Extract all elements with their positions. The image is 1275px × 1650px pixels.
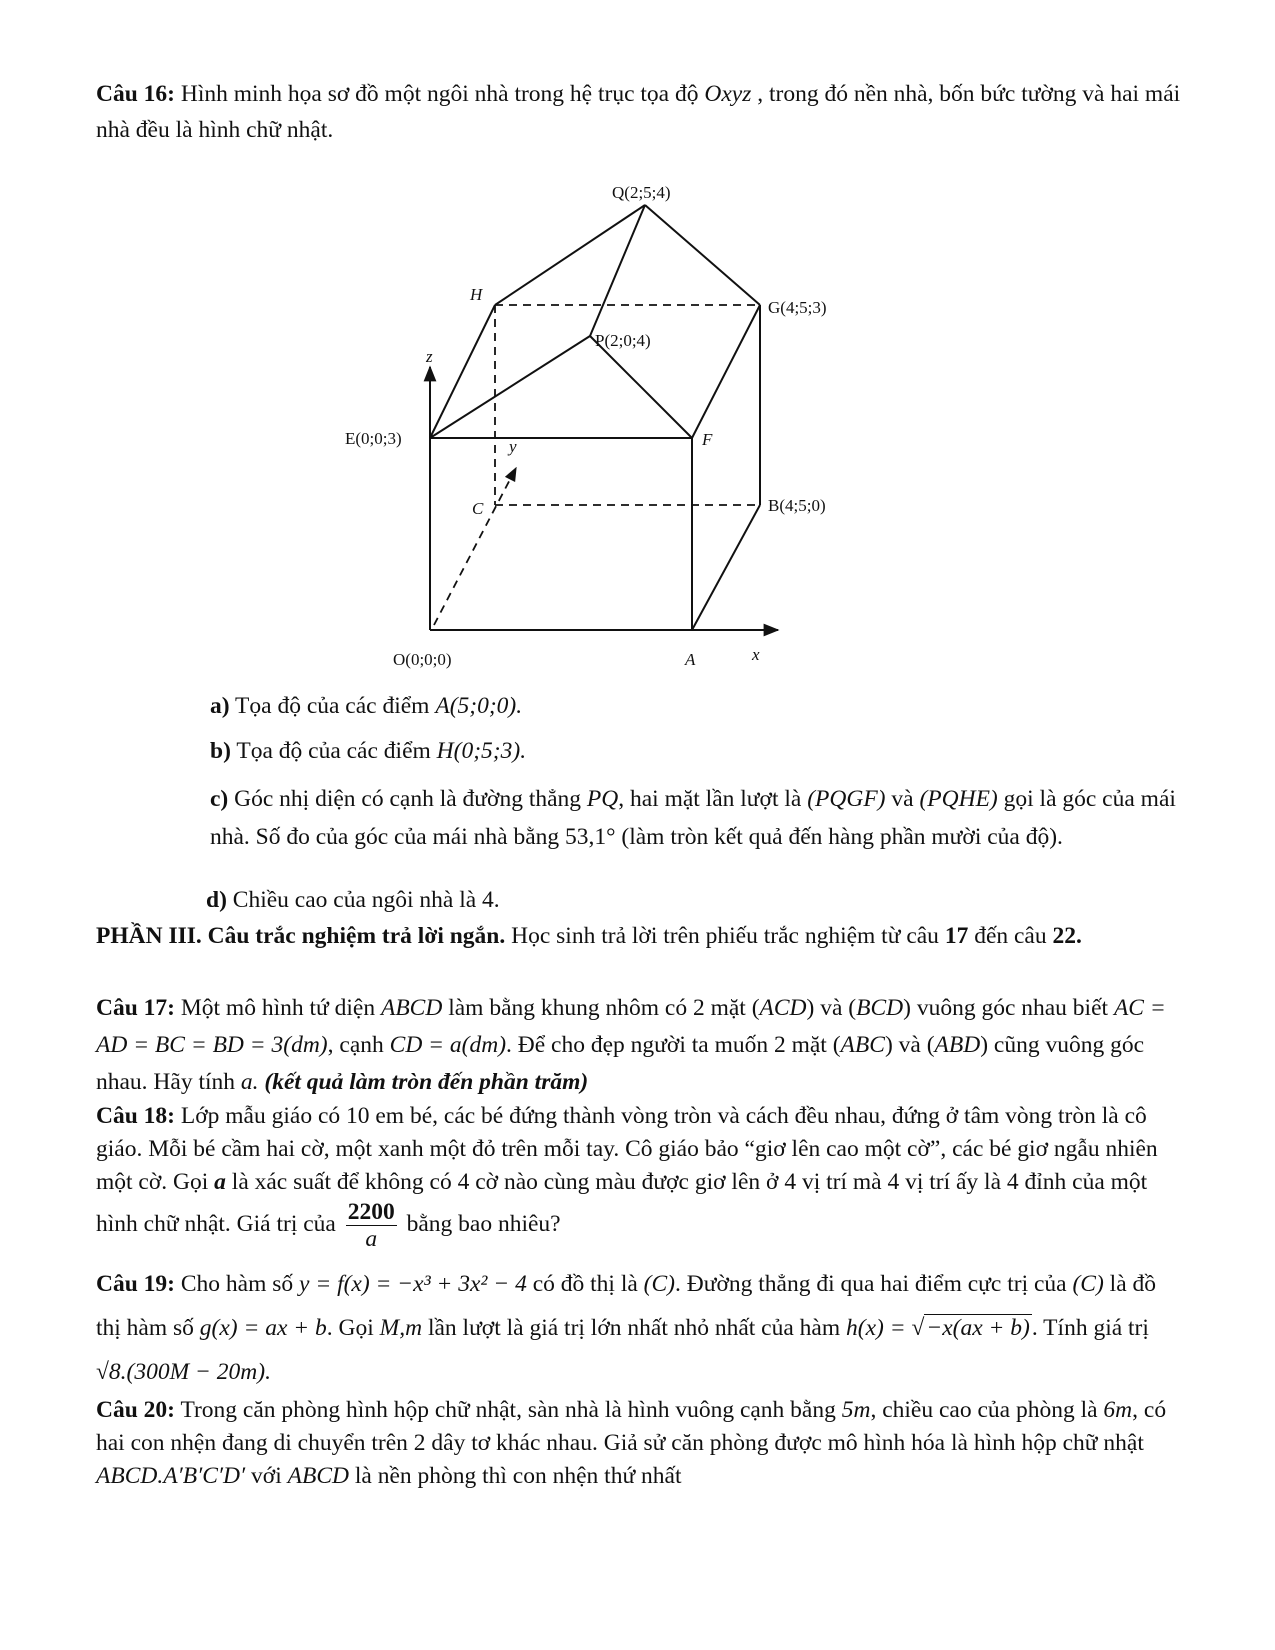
edge-HQ bbox=[495, 205, 645, 305]
item-d: d) Chiều cao của ngôi nhà là 4. bbox=[206, 887, 500, 913]
label-E: E(0;0;3) bbox=[345, 429, 402, 448]
label-y: y bbox=[509, 437, 517, 456]
question-20-label: Câu 20: bbox=[96, 1397, 175, 1423]
item-a: a) Tọa độ của các điểm A(5;0;0). bbox=[210, 693, 523, 719]
label-P: P(2;0;4) bbox=[595, 331, 651, 350]
edge-FG bbox=[692, 305, 760, 438]
label-O: O(0;0;0) bbox=[393, 650, 452, 669]
question-19-label: Câu 19: bbox=[96, 1271, 175, 1297]
edge-PF bbox=[590, 336, 692, 438]
part-3-header: PHẦN III. Câu trắc nghiệm trả lời ngắn. Học sinh trả lời trên phiếu trắc nghiệm từ câu 17 đến câu 22. bbox=[96, 923, 1082, 949]
question-18-text: Câu 18: Lớp mẫu giáo có 10 em bé, các bé đứng thành vòng tròn và cách đều nhau, đứng ở tâm vòng tròn là cô giáo. Mỗi bé cầm hai cờ, một xanh một đỏ trên mỗi tay. Cô giáo bảo “giơ lên cao một cờ”, các bé giơ ngẫu nhiên một cờ. Gọi a là xác suất để không có 4 cờ nào cùng màu được giơ lên ở 4 vị trí mà 4 vị trí ấy là 4 đỉnh của một hình chữ nhật. Giá trị của $\frac{2200}{a}$ bằng bao nhiêu? bbox=[96, 1103, 1158, 1252]
question-17-label: Câu 17: bbox=[96, 995, 175, 1021]
question-16-label: Câu 16: bbox=[96, 81, 175, 107]
label-z: z bbox=[426, 347, 433, 366]
label-H: H bbox=[470, 285, 483, 304]
house-diagram bbox=[0, 0, 1275, 700]
label-Q: Q(2;5;4) bbox=[612, 183, 671, 202]
label-A: A bbox=[685, 650, 696, 669]
edge-QG bbox=[645, 205, 760, 305]
label-G: G(4;5;3) bbox=[768, 298, 827, 317]
label-x: x bbox=[752, 645, 760, 664]
label-F: F bbox=[702, 430, 713, 449]
question-17-text: Câu 17: Một mô hình tứ diện ABCD làm bằng khung nhôm có 2 mặt (ACD) và (BCD) vuông góc nhau biết AC = AD = BC = BD = 3(dm), cạnh CD = a(dm). Để cho đẹp người ta muốn 2 mặt (ABC) và (ABD) cũng vuông góc nhau. Hãy tính a. (kết quả làm tròn đến phần trăm) bbox=[96, 995, 1166, 1095]
label-B: B(4;5;0) bbox=[768, 496, 826, 515]
question-18-label: Câu 18: bbox=[96, 1103, 175, 1129]
question-20-text: Câu 20: Trong căn phòng hình hộp chữ nhật, sàn nhà là hình vuông cạnh bằng 5m, chiều cao của phòng là 6m, có hai con nhện đang di chuyển trên 2 dây tơ khác nhau. Giả sử căn phòng được mô hình hóa là hình hộp chữ nhật ABCD.A′B′C′D′ với ABCD là nền phòng thì con nhện thứ nhất bbox=[96, 1397, 1167, 1489]
item-c: c) Góc nhị diện có cạnh là đường thẳng PQ, hai mặt lần lượt là (PQGF) và (PQHE) gọi là góc của mái nhà. Số đo của góc của mái nhà bằng 53,1° (làm tròn kết quả đến hàng phần mười của độ). bbox=[210, 786, 1176, 850]
hidden-edges bbox=[434, 305, 760, 625]
fraction-2200-over-a: $\frac{2200}{a}$ bbox=[347, 1199, 395, 1252]
item-b: b) Tọa độ của các điểm H(0;5;3). bbox=[210, 738, 527, 764]
edge-QP bbox=[590, 205, 645, 336]
edge-AB bbox=[692, 505, 760, 630]
y-axis bbox=[434, 468, 516, 625]
solid-edges bbox=[430, 205, 778, 630]
question-19-text: Câu 19: Cho hàm số y = f(x) = −x³ + 3x² − 4 có đồ thị là (C). Đường thẳng đi qua hai điểm cực trị của (C) là đồ thị hàm số g(x) = ax + b. Gọi M,m lần lượt là giá trị lớn nhất nhỏ nhất của hàm h(x) = √−x(ax + b). Tính giá trị √8.(300M − 20m). bbox=[96, 1271, 1157, 1385]
question-16-text: Câu 16: Hình minh họa sơ đồ một ngôi nhà trong hệ trục tọa độ Oxyz , trong đó nền nhà, bốn bức tường và hai mái nhà đều là hình chữ nhật. bbox=[96, 81, 1181, 143]
label-C: C bbox=[472, 499, 484, 518]
